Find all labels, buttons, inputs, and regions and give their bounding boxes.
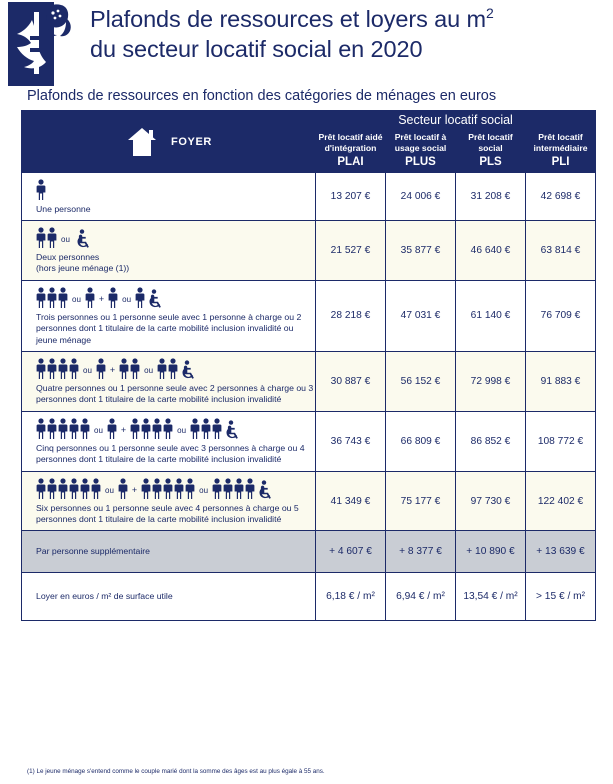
person-icon — [107, 418, 117, 440]
person-icon — [58, 478, 68, 500]
rent-value-plus: 6,94 € / m² — [386, 573, 456, 621]
separator-or: ou — [83, 366, 92, 376]
page-header — [0, 0, 613, 86]
value-cell-pls: 61 140 € — [456, 280, 526, 351]
pictogram-group — [36, 285, 315, 309]
category-cell-four-persons — [22, 352, 316, 412]
person-icon — [223, 478, 233, 500]
person-icon — [141, 478, 151, 500]
person-icon — [47, 418, 57, 440]
person-group — [130, 418, 173, 440]
supplement-value-plus: + 8 377 € — [386, 531, 456, 573]
rent-value-pli: > 15 € / m² — [526, 573, 596, 621]
value-cell-plai: 36 743 € — [316, 411, 386, 471]
value-cell-plus: 75 177 € — [386, 471, 456, 531]
person-icon — [185, 478, 195, 500]
person-icon — [163, 478, 173, 500]
resources-ceilings-table — [21, 110, 596, 621]
fleur-de-lys-emblem-icon — [8, 2, 80, 86]
person-group — [212, 478, 275, 500]
rent-value-pls: 13,54 € / m² — [456, 573, 526, 621]
value-cell-plus: 66 809 € — [386, 411, 456, 471]
column-header-plai-name: Prêt locatif aidé d'intégration — [318, 132, 383, 153]
separator-or: ou — [61, 235, 70, 244]
resources-table-container — [21, 110, 595, 621]
foyer-header-cell — [22, 111, 316, 173]
table-body — [22, 173, 596, 621]
page-title-superscript: 2 — [486, 5, 494, 22]
table-row — [22, 221, 596, 281]
person-icon — [69, 358, 79, 380]
wheelchair-icon — [223, 420, 242, 440]
rent-label: Loyer en euros / m² de surface utile — [36, 590, 173, 601]
foyer-label: FOYER — [171, 135, 212, 148]
column-header-pls-abbr: PLS — [479, 156, 502, 168]
value-cell-pli: 108 772 € — [526, 411, 596, 471]
separator-or: ou — [177, 425, 187, 435]
person-icon — [36, 418, 46, 440]
person-icon — [58, 287, 68, 309]
pictogram-group — [36, 416, 315, 440]
value-cell-plus: 24 006 € — [386, 173, 456, 221]
category-cell-supplement — [22, 531, 316, 573]
table-header — [22, 111, 596, 173]
separator-plus: + — [120, 424, 127, 435]
person-group — [36, 287, 68, 309]
value-cell-plai: 41 349 € — [316, 471, 386, 531]
value-cell-pli: 91 883 € — [526, 352, 596, 412]
pictogram-group — [36, 177, 315, 201]
page-title-line-2: du secteur locatif social en 2020 — [90, 36, 423, 62]
person-icon — [163, 418, 173, 440]
table-row-rent — [22, 573, 596, 621]
table-header-row-top — [22, 111, 596, 129]
separator-or: ou — [72, 294, 81, 304]
supplement-value-plai: + 4 607 € — [316, 531, 386, 573]
person-icon — [36, 478, 46, 500]
wheelchair-icon — [146, 289, 165, 309]
category-label: Trois personnes ou 1 personne seule avec 1 personne à charge ou 2 personnes dont 1 titulaire de la carte mobilité inclusion invalidité ou jeune ménage — [36, 311, 302, 345]
fleur-de-lys-glyph-icon — [8, 2, 80, 86]
column-header-plai-abbr: PLAI — [337, 156, 364, 168]
separator-plus: + — [109, 365, 116, 376]
person-icon — [36, 227, 46, 249]
person-icon — [212, 478, 222, 500]
category-label-line-2: (hors jeune ménage (1)) — [36, 263, 130, 274]
person-icon — [234, 478, 244, 500]
separator-or: ou — [144, 366, 154, 376]
person-group — [157, 358, 198, 380]
footnote: (1) Le jeune ménage s'entend comme le couple marié dont la somme des âges est au plus égale à 55 ans. — [27, 768, 325, 775]
value-cell-pli: 122 402 € — [526, 471, 596, 531]
person-icon — [135, 287, 145, 309]
person-icon — [152, 478, 162, 500]
person-icon — [174, 478, 184, 500]
value-cell-pls: 97 730 € — [456, 471, 526, 531]
separator-or: ou — [105, 485, 114, 495]
person-icon — [168, 358, 178, 380]
column-header-plai — [316, 129, 386, 173]
rent-value-plai: 6,18 € / m² — [316, 573, 386, 621]
pictogram-group — [36, 225, 315, 249]
value-cell-plai: 30 887 € — [316, 352, 386, 412]
column-header-plus-abbr: PLUS — [405, 156, 436, 168]
person-icon — [69, 418, 79, 440]
person-group — [135, 287, 165, 309]
value-cell-plai: 13 207 € — [316, 173, 386, 221]
wheelchair-icon — [256, 480, 275, 500]
page-title-line-1 — [90, 4, 494, 34]
category-cell-one-person — [22, 173, 316, 221]
table-row-supplement — [22, 531, 596, 573]
value-cell-pls: 72 998 € — [456, 352, 526, 412]
person-icon — [36, 358, 46, 380]
person-icon — [85, 287, 95, 309]
person-group — [36, 478, 101, 500]
person-icon — [69, 478, 79, 500]
sector-header: Secteur locatif social — [316, 111, 596, 129]
person-icon — [80, 418, 90, 440]
separator-or: ou — [199, 485, 209, 495]
category-cell-two-persons — [22, 221, 316, 281]
person-icon — [91, 478, 101, 500]
category-label: Six personnes ou 1 personne seule avec 4 personnes à charge ou 5 personnes dont 1 titulaire de la carte mobilité inclusion invalidité — [36, 502, 299, 525]
value-cell-pls: 86 852 € — [456, 411, 526, 471]
separator-plus: + — [131, 484, 138, 495]
person-icon — [47, 287, 57, 309]
column-header-pls — [456, 129, 526, 173]
person-icon — [118, 478, 128, 500]
person-icon — [201, 418, 211, 440]
column-header-plus-name: Prêt locatif à usage social — [394, 132, 447, 153]
value-cell-pls: 31 208 € — [456, 173, 526, 221]
pictogram-group — [36, 356, 315, 380]
category-cell-three-persons — [22, 280, 316, 351]
house-icon — [125, 127, 159, 157]
person-group — [190, 418, 242, 440]
person-icon — [141, 418, 151, 440]
category-label: Une personne — [36, 204, 91, 214]
category-label: Quatre personnes ou 1 personne seule avec 2 personnes à charge ou 3 personnes dont 1 titulaire de la carte mobilité inclusion invalidité — [36, 383, 314, 405]
supplement-value-pli: + 13 639 € — [526, 531, 596, 573]
person-icon — [36, 287, 46, 309]
separator-plus: + — [98, 293, 105, 304]
category-label — [36, 252, 315, 275]
person-icon — [212, 418, 222, 440]
person-icon — [130, 358, 140, 380]
column-header-pli-name: Prêt locatif intermédiaire — [533, 132, 588, 153]
separator-or: ou — [94, 425, 103, 435]
pictogram-group — [36, 476, 315, 500]
person-icon — [47, 358, 57, 380]
person-group — [36, 179, 46, 201]
value-cell-pli: 76 709 € — [526, 280, 596, 351]
value-cell-plai: 28 218 € — [316, 280, 386, 351]
person-group — [119, 358, 140, 380]
column-header-pli — [526, 129, 596, 173]
value-cell-pli: 63 814 € — [526, 221, 596, 281]
person-icon — [96, 358, 106, 380]
person-icon — [130, 418, 140, 440]
value-cell-plai: 21 527 € — [316, 221, 386, 281]
person-icon — [58, 418, 68, 440]
person-group — [141, 478, 195, 500]
wheelchair-icon — [179, 360, 198, 380]
person-group — [36, 227, 57, 249]
value-cell-plus: 56 152 € — [386, 352, 456, 412]
page-title-text-1: Plafonds de ressources et loyers au m — [90, 6, 486, 32]
person-icon — [47, 227, 57, 249]
category-label-line-1: Deux personnes — [36, 252, 100, 262]
person-icon — [245, 478, 255, 500]
person-icon — [152, 418, 162, 440]
person-group — [36, 358, 79, 380]
person-icon — [80, 478, 90, 500]
column-header-plus — [386, 129, 456, 173]
person-icon — [108, 287, 118, 309]
value-cell-pls: 46 640 € — [456, 221, 526, 281]
value-cell-pli: 42 698 € — [526, 173, 596, 221]
value-cell-plus: 47 031 € — [386, 280, 456, 351]
section-subtitle: Plafonds de ressources en fonction des catégories de ménages en euros — [27, 88, 497, 104]
table-row — [22, 280, 596, 351]
page-title — [90, 2, 494, 64]
category-cell-rent — [22, 573, 316, 621]
person-icon — [190, 418, 200, 440]
table-row — [22, 352, 596, 412]
person-icon — [119, 358, 129, 380]
column-header-pli-abbr: PLI — [551, 156, 570, 168]
person-icon — [47, 478, 57, 500]
person-group — [36, 418, 90, 440]
supplement-label: Par personne supplémentaire — [36, 545, 150, 556]
category-label: Cinq personnes ou 1 personne seule avec 3 personnes à charge ou 4 personnes dont 1 titulaire de la carte mobilité inclusion invalidité — [36, 442, 305, 465]
table-row — [22, 411, 596, 471]
value-cell-plus: 35 877 € — [386, 221, 456, 281]
table-row — [22, 173, 596, 221]
person-icon — [58, 358, 68, 380]
category-cell-six-persons — [22, 471, 316, 531]
wheelchair-icon — [74, 229, 93, 249]
column-header-pls-name: Prêt locatif social — [468, 132, 513, 153]
person-icon — [157, 358, 167, 380]
category-cell-five-persons — [22, 411, 316, 471]
supplement-value-pls: + 10 890 € — [456, 531, 526, 573]
table-row — [22, 471, 596, 531]
person-icon — [36, 179, 46, 201]
separator-or: ou — [122, 294, 132, 304]
